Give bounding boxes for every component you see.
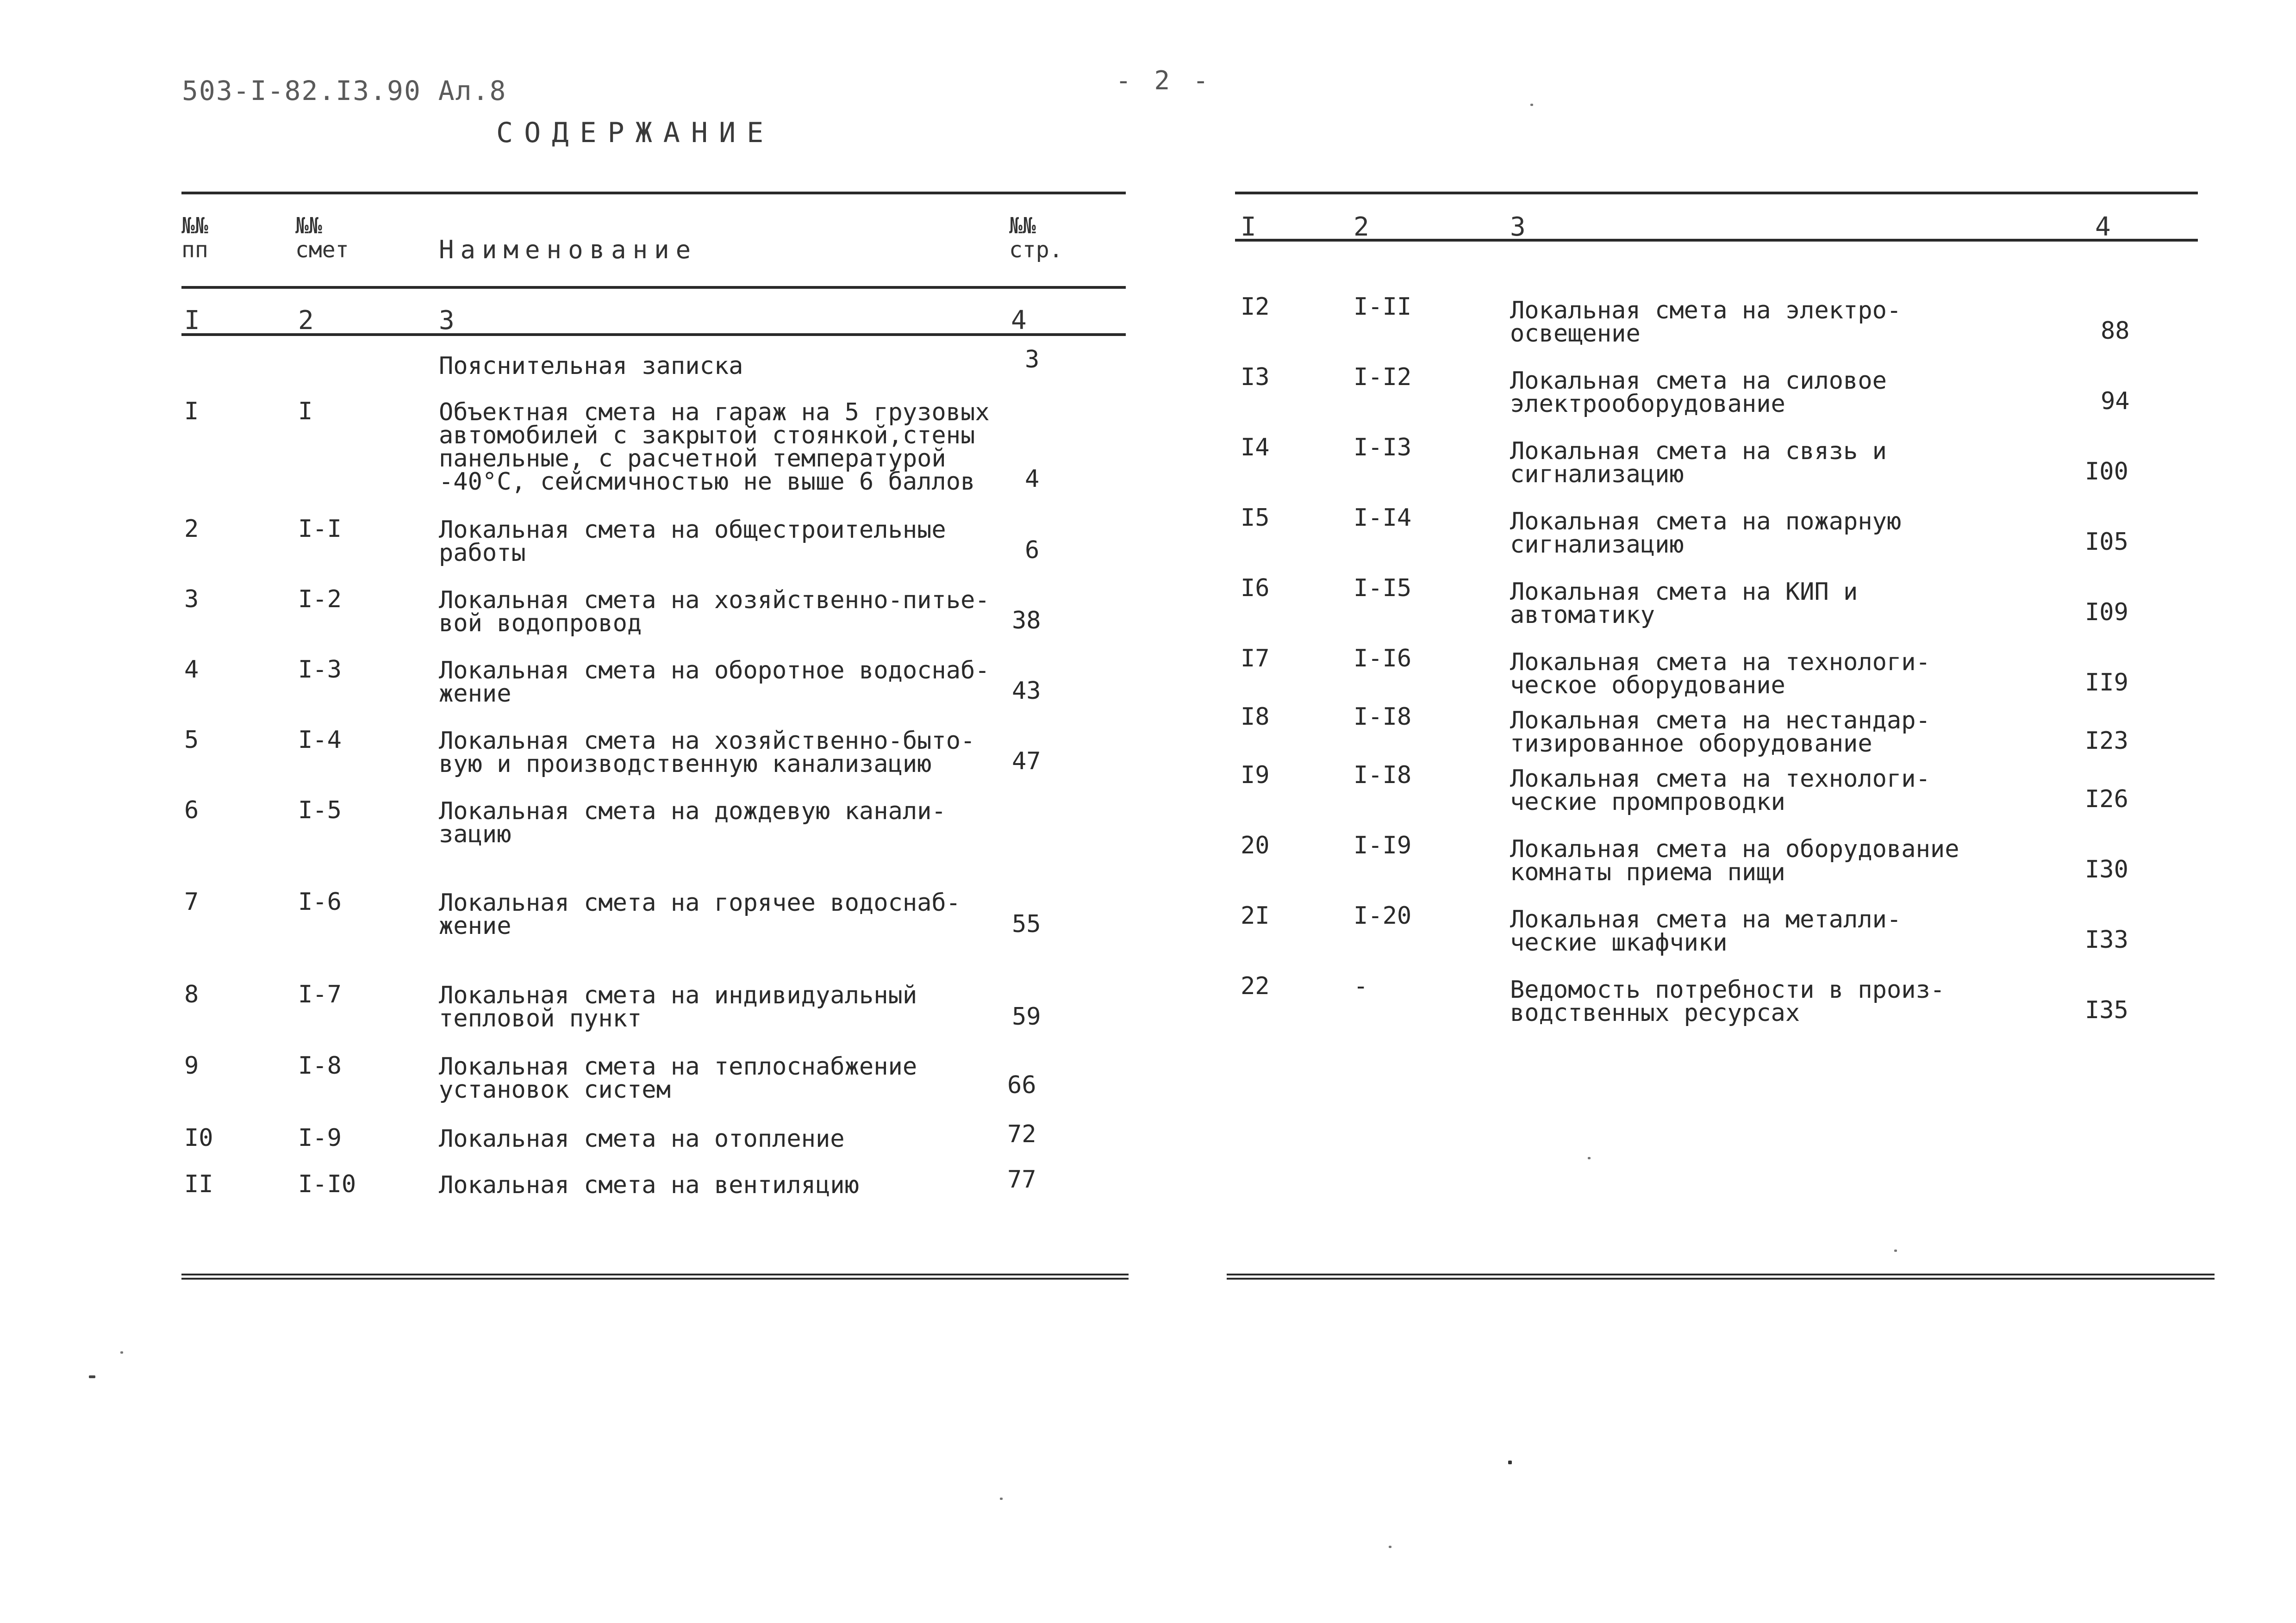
left-row-estimate: I-8 <box>298 1052 342 1080</box>
right-row-estimate: I-20 <box>1354 902 1412 930</box>
left-row-number: 4 <box>184 656 199 684</box>
right-row-estimate: I-I3 <box>1354 434 1412 461</box>
left-row-number: 5 <box>184 726 199 754</box>
left-row-number: 8 <box>184 981 199 1008</box>
right-row-number: I6 <box>1241 574 1270 602</box>
left-row-name: Локальная смета на оборотное водоснаб- жение <box>439 657 990 708</box>
left-header-item-sub: пп <box>181 237 208 263</box>
left-row-estimate: I-6 <box>298 888 342 916</box>
left-row-estimate: I-5 <box>298 796 342 824</box>
left-header-estimate-number <box>295 214 349 262</box>
left-row-estimate: I-I <box>298 515 342 543</box>
right-row-name: Локальная смета на силовое электрооборудование <box>1510 367 1887 418</box>
left-row-estimate: I-7 <box>298 981 342 1008</box>
right-row-name: Локальная смета на технологи- ческое оборудование <box>1510 648 1930 699</box>
left-row-number: 3 <box>184 585 199 613</box>
right-bottom-rule <box>1227 1274 2215 1280</box>
right-row-number: I5 <box>1241 504 1270 532</box>
left-row-estimate: I-4 <box>298 726 342 754</box>
right-row-page: I09 <box>2085 598 2128 626</box>
left-row-number: I0 <box>184 1124 213 1152</box>
right-row-estimate: I-II <box>1354 293 1412 321</box>
left-row-number: II <box>184 1170 213 1198</box>
right-row-page: I33 <box>2085 926 2128 954</box>
left-row-page: 72 <box>1007 1120 1036 1148</box>
scan-speck <box>89 1375 95 1378</box>
right-row-number: 20 <box>1241 832 1270 859</box>
right-row-page: I30 <box>2085 856 2128 883</box>
left-row-page: 43 <box>1012 677 1041 705</box>
right-row-page: I26 <box>2085 785 2128 813</box>
left-colnum-4: 4 <box>1011 305 1027 336</box>
scan-speck <box>1530 104 1533 106</box>
right-row-estimate: I-I8 <box>1354 703 1412 731</box>
right-row-page: I00 <box>2085 458 2128 485</box>
left-header-estimate-sub: смет <box>295 237 349 263</box>
document-code: 503-I-82.I3.90 Ал.8 <box>182 75 507 106</box>
left-row-estimate: I-2 <box>298 585 342 613</box>
left-row-page: 38 <box>1012 607 1041 634</box>
left-header-item-number <box>181 214 208 262</box>
right-row-number: I4 <box>1241 434 1270 461</box>
left-row-number: 6 <box>184 796 199 824</box>
left-row-page: 6 <box>1025 536 1040 564</box>
left-header-no-sign: №№ <box>295 213 322 239</box>
right-row-page: 88 <box>2101 317 2130 345</box>
left-row-estimate: I-3 <box>298 656 342 684</box>
scan-speck <box>1389 1546 1391 1548</box>
right-row-estimate: I-I5 <box>1354 574 1412 602</box>
left-row-name: Локальная смета на хозяйственно-быто- вую и производственную канализацию <box>439 727 975 778</box>
right-colnum-rule <box>1235 239 2198 242</box>
left-row-estimate: I-I0 <box>298 1170 356 1198</box>
scan-speck <box>1000 1498 1003 1500</box>
right-row-name: Локальная смета на оборудование комнаты приема пищи <box>1510 835 1959 886</box>
left-header-page-sub: стр. <box>1009 237 1063 263</box>
left-header-page-number <box>1009 214 1063 262</box>
left-row-name: Пояснительная записка <box>439 352 743 380</box>
right-row-number: I8 <box>1241 703 1270 731</box>
right-row-estimate: I-I2 <box>1354 363 1412 391</box>
left-row-page: 59 <box>1012 1003 1041 1031</box>
left-row-number: 9 <box>184 1052 199 1080</box>
right-row-name: Локальная смета на металли- ческие шкафчики <box>1510 906 1902 957</box>
right-row-estimate: I-I9 <box>1354 832 1412 859</box>
right-row-page: I23 <box>2085 727 2128 755</box>
left-bottom-rule <box>181 1274 1129 1280</box>
right-row-name: Локальная смета на КИП и автоматику <box>1510 578 1858 629</box>
right-colnum-3: 3 <box>1510 212 1526 242</box>
right-row-page: I05 <box>2085 528 2128 556</box>
right-row-page: 94 <box>2101 387 2130 415</box>
left-colnum-rule <box>181 333 1126 336</box>
right-row-estimate: - <box>1354 972 1368 1000</box>
scan-speck <box>1508 1461 1512 1464</box>
contents-title: СОДЕРЖАНИЕ <box>496 117 775 149</box>
left-row-name: Локальная смета на дождевую канали- зацию <box>439 797 946 848</box>
left-row-estimate: I <box>298 398 313 425</box>
left-row-number: 7 <box>184 888 199 916</box>
left-colnum-3: 3 <box>439 305 455 336</box>
left-row-name: Локальная смета на хозяйственно-питье- вой водопровод <box>439 586 990 637</box>
left-row-estimate: I-9 <box>298 1124 342 1152</box>
left-row-number: I <box>184 398 199 425</box>
right-colnum-1: I <box>1241 212 1256 242</box>
right-row-number: 22 <box>1241 972 1270 1000</box>
left-colnum-1: I <box>184 305 200 336</box>
left-row-page: 47 <box>1012 747 1041 775</box>
right-colnum-2: 2 <box>1354 212 1369 242</box>
right-top-rule <box>1235 192 2198 194</box>
right-row-page: II9 <box>2085 669 2128 696</box>
right-row-number: I7 <box>1241 645 1270 672</box>
left-header-no-sign: №№ <box>1009 213 1036 239</box>
right-colnum-4: 4 <box>2095 212 2111 242</box>
left-row-name: Объектная смета на гараж на 5 грузовых автомобилей с закрытой стоянкой,стены панельные, с расчетной температурой -40°С, сейсмичностью не выше 6 баллов <box>439 398 990 496</box>
right-row-number: I3 <box>1241 363 1270 391</box>
left-row-name: Локальная смета на горячее водоснаб- жение <box>439 889 961 940</box>
left-row-page: 55 <box>1012 910 1041 938</box>
page-number: - 2 - <box>1116 66 1212 96</box>
right-row-name: Ведомость потребности в произ- водственных ресурсах <box>1510 976 1945 1027</box>
left-row-name: Локальная смета на отопление <box>439 1125 845 1153</box>
right-row-number: I2 <box>1241 293 1270 321</box>
left-header-rule <box>181 286 1126 289</box>
right-row-estimate: I-I8 <box>1354 761 1412 789</box>
right-row-name: Локальная смета на технологи- ческие промпроводки <box>1510 765 1930 816</box>
left-top-rule <box>181 192 1126 194</box>
left-row-name: Локальная смета на общестроительные работы <box>439 516 946 567</box>
left-row-page: 66 <box>1007 1071 1036 1099</box>
left-header-no-sign: №№ <box>181 213 208 239</box>
left-row-page: 3 <box>1025 346 1040 373</box>
right-row-page: I35 <box>2085 996 2128 1024</box>
left-row-name: Локальная смета на индивидуальный тепловой пункт <box>439 982 917 1032</box>
scan-speck <box>1588 1157 1591 1159</box>
left-header-name: Наименование <box>439 235 698 264</box>
left-colnum-2: 2 <box>298 305 314 336</box>
left-row-name: Локальная смета на теплоснабжение установок систем <box>439 1053 917 1104</box>
left-row-page: 4 <box>1025 465 1040 493</box>
right-row-number: I9 <box>1241 761 1270 789</box>
right-row-name: Локальная смета на нестандар- тизированное оборудование <box>1510 707 1930 758</box>
scan-speck <box>120 1351 123 1354</box>
right-row-name: Локальная смета на пожарную сигнализацию <box>1510 508 1902 559</box>
left-row-number: 2 <box>184 515 199 543</box>
right-row-name: Локальная смета на электро- освещение <box>1510 297 1902 348</box>
right-row-estimate: I-I6 <box>1354 645 1412 672</box>
right-row-number: 2I <box>1241 902 1270 930</box>
left-row-page: 77 <box>1007 1166 1036 1194</box>
right-row-name: Локальная смета на связь и сигнализацию <box>1510 437 1887 488</box>
left-row-name: Локальная смета на вентиляцию <box>439 1171 859 1199</box>
scan-speck <box>1894 1250 1897 1252</box>
right-row-estimate: I-I4 <box>1354 504 1412 532</box>
